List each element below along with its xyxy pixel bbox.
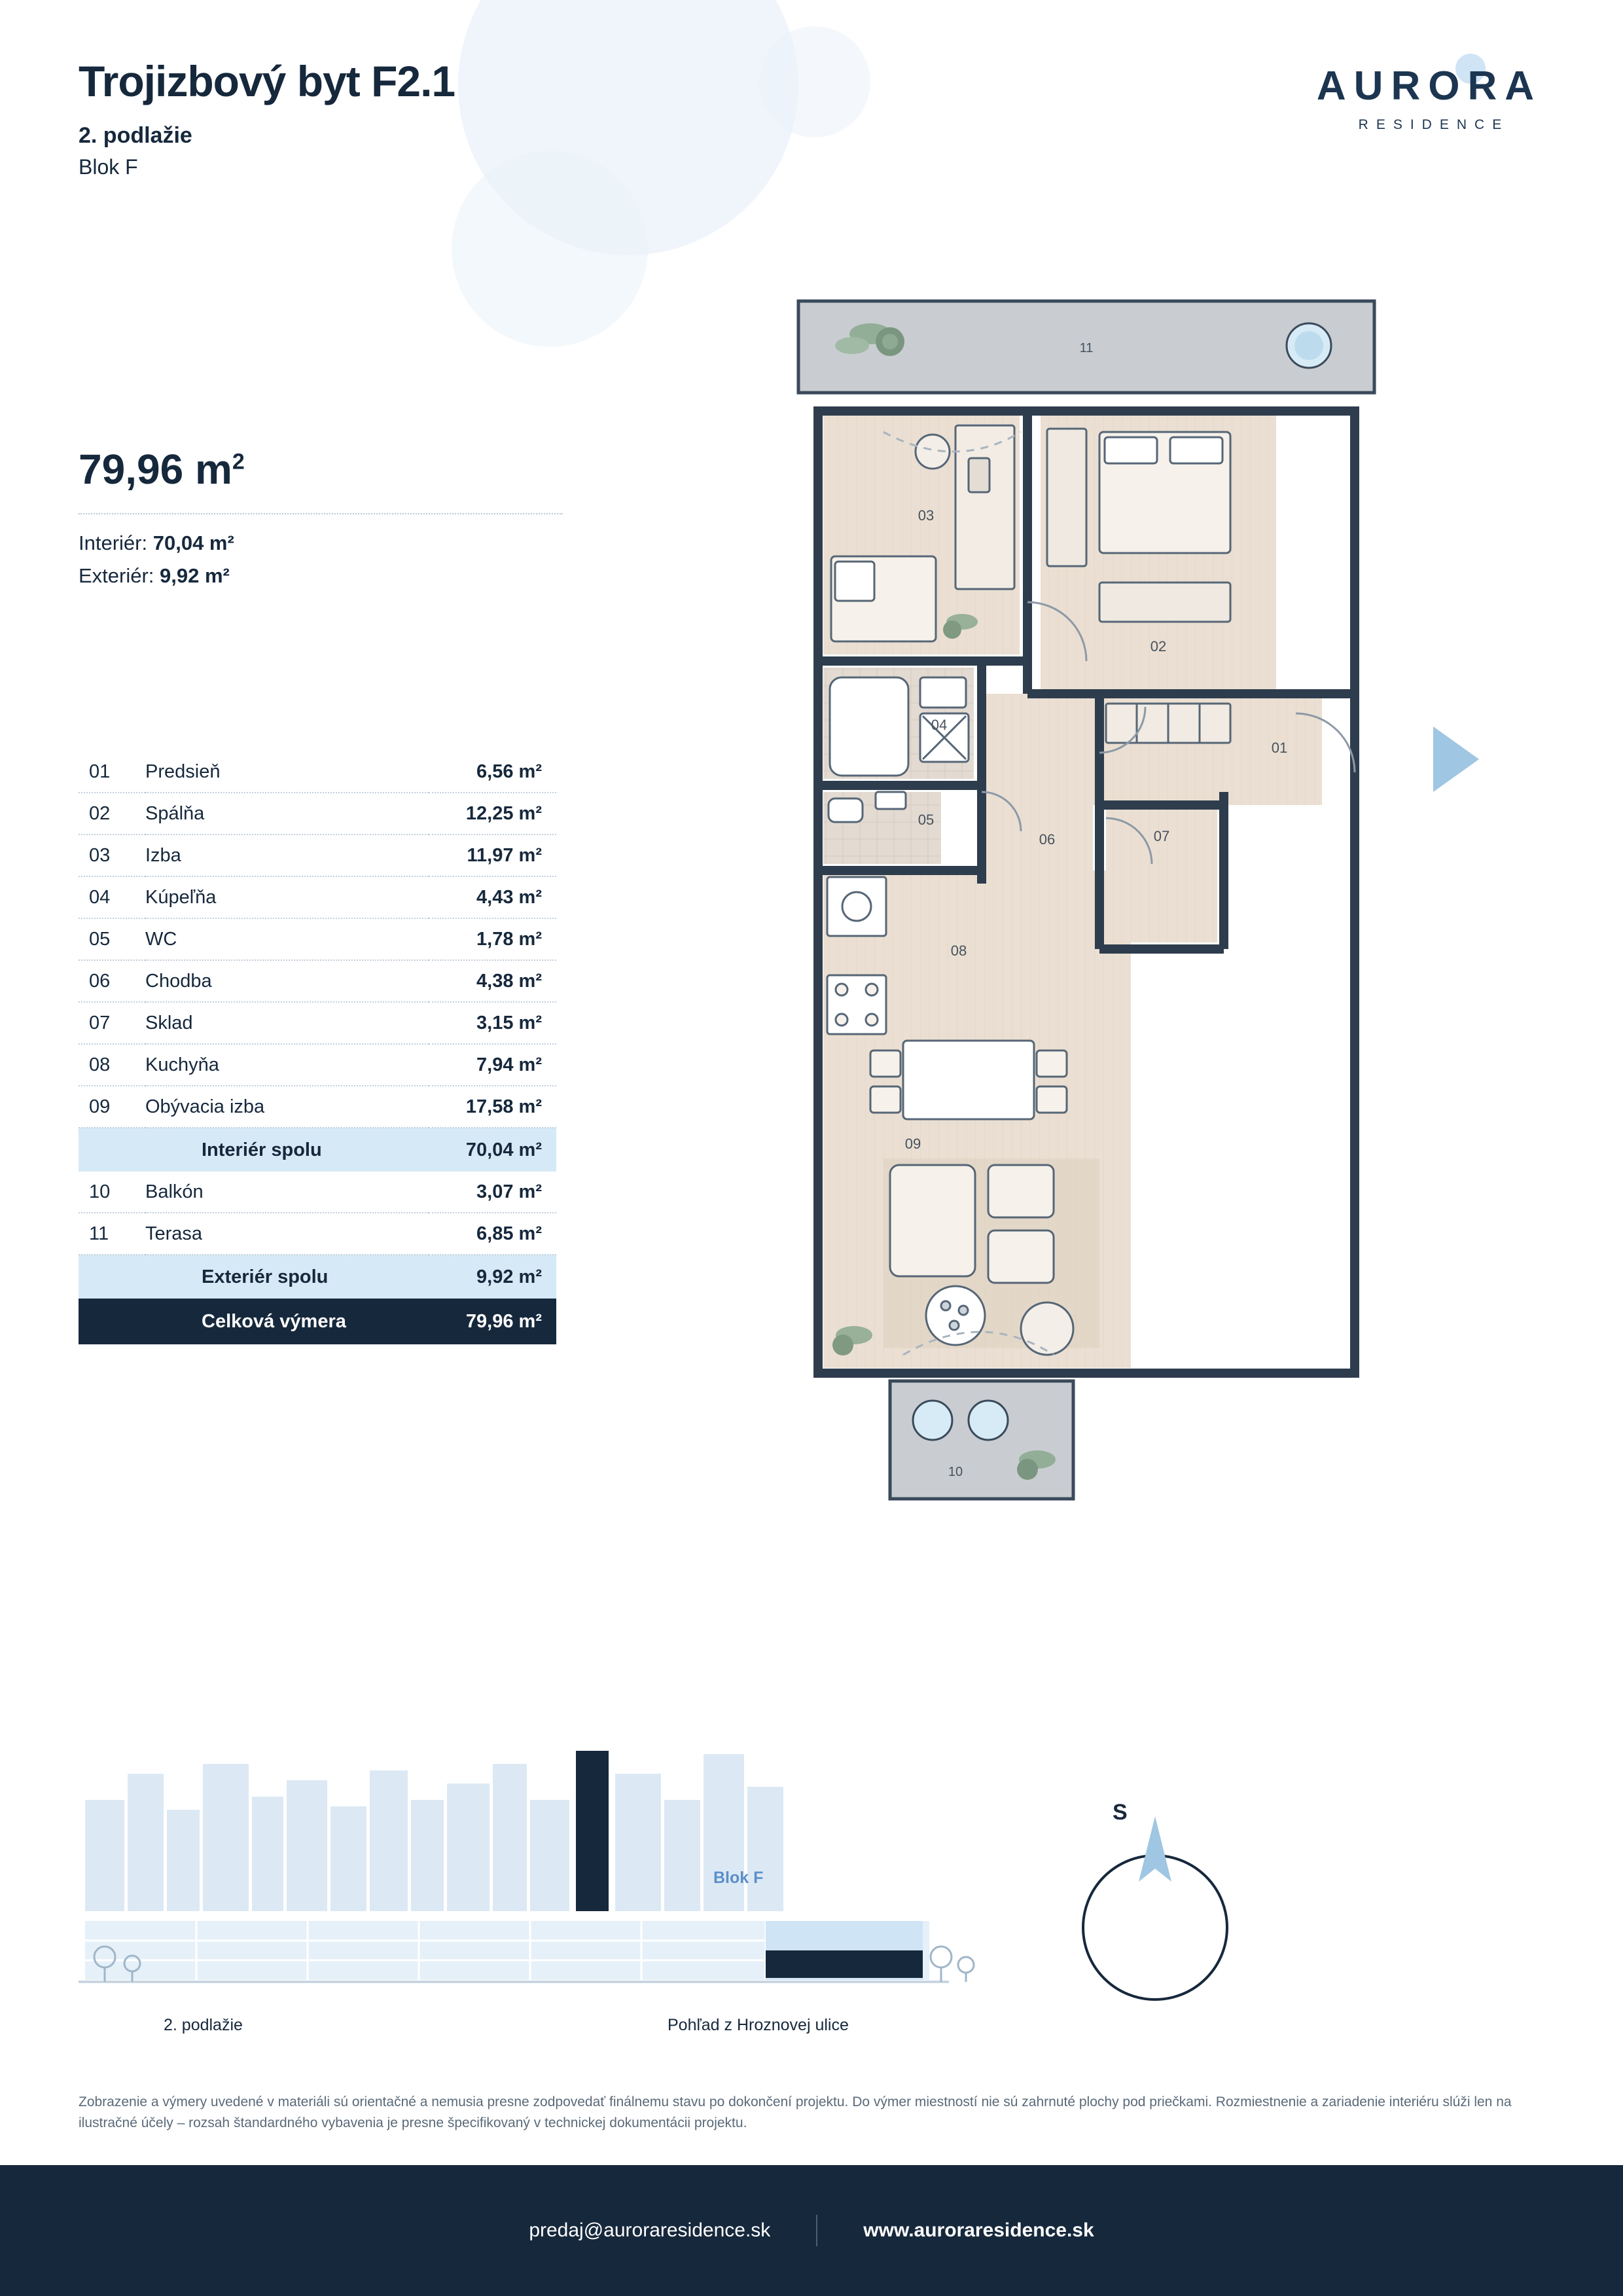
grand-total-value: 79,96 m² [465,1310,542,1332]
room-area: 1,78 m² [476,928,542,950]
grand-total-spacer [79,1299,145,1344]
table-row [79,793,556,834]
elevation-caption-right: Pohľad z Hroznovej ulice [668,2016,849,2034]
plan-label-10: 10 [948,1465,963,1479]
elevation-block-label: Blok F [713,1869,764,1887]
plan-label-03: 03 [918,507,935,524]
logo-subtitle: RESIDENCE [1358,117,1510,132]
room-name: Izba [145,844,181,866]
room-number: 08 [89,1054,111,1075]
footer-divider [816,2215,817,2246]
room-name: Chodba [145,970,212,992]
disclaimer-text: Zobrazenie a výmery uvedené v materiáli sú orientačné a nemusia presne zodpovedať finálnemu stavu po dokončení projektu. Do výmer miestností nie sú zahrnuté plochy pod priečkami. Rozmiestnenie a zariadenie interiéru slúži len na ilustračné účely – rozsah štandardného vybavenia je presne špecifikovaný v technickej dokumentácii projektu. [79,2094,1512,2130]
room-name: Kuchyňa [145,1054,219,1075]
room-number: 09 [89,1096,111,1117]
table-row [79,960,556,1002]
exterior-area-value: 9,92 m² [160,564,230,587]
logo [1317,63,1546,133]
footer-email-link[interactable]: predaj@auroraresidence.sk [529,2219,771,2241]
elevation-highlight-tower [576,1751,609,1911]
exterior-sum-spacer [79,1255,145,1299]
room-area: 4,38 m² [476,970,542,992]
elevation-caption-left: 2. podlažie [164,2016,243,2034]
elevation-blockf-floor-highlight [766,1950,923,1978]
compass [1047,1793,1263,2009]
plan-label-09: 09 [904,1136,921,1152]
grand-total-row [79,1299,556,1344]
room-name: Kúpeľňa [145,886,217,908]
table-row [79,1213,556,1255]
room-name: Predsieň [145,761,221,782]
interior-area-value: 70,04 m² [152,531,234,554]
interior-area-line [79,531,563,555]
room-number: 07 [89,1012,111,1033]
room-area: 4,43 m² [476,886,542,908]
plan-label-02: 02 [1150,638,1167,655]
building-elevation [79,1702,1027,2009]
room-number: 04 [89,886,111,908]
logo-word-text: AURORA [1316,63,1542,109]
table-row [79,834,556,876]
table-row [79,1002,556,1044]
room-table [79,751,556,1344]
room-area: 17,58 m² [465,1096,542,1117]
interior-sum-row [79,1128,556,1172]
compass-needle-icon [1139,1816,1171,1882]
room-number: 02 [89,802,111,824]
exterior-area-label: Exteriér: [79,564,154,587]
table-row [79,751,556,793]
room-name: Spálňa [145,802,205,824]
plan-terrace [798,301,1374,393]
plan-label-05: 05 [918,812,935,828]
room-name: Obývacia izba [145,1096,265,1117]
plan-label-08: 08 [950,942,967,959]
exterior-sum-value: 9,92 m² [476,1266,542,1287]
table-row [79,1044,556,1086]
page-title: Trojizbový byt F2.1 [79,57,455,105]
plan-furniture-01 [1106,704,1230,743]
block-label: Blok F [79,155,138,179]
room-name: Balkón [145,1181,204,1202]
room-number: 01 [89,761,111,782]
interior-sum-spacer [79,1128,145,1172]
room-number: 06 [89,970,111,992]
area-summary [79,445,563,597]
plan-furniture-04 [830,677,969,776]
elevation-skyline [85,1754,783,1911]
footer [0,2165,1623,2296]
table-row [79,1172,556,1213]
room-area: 6,56 m² [476,761,542,782]
grand-total-label: Celková výmera [202,1310,346,1332]
plan-balcony [890,1381,1073,1499]
room-name: Terasa [145,1223,203,1244]
room-area: 6,85 m² [476,1223,542,1244]
exterior-area-line [79,564,563,588]
room-area: 12,25 m² [465,802,542,824]
plan-label-06: 06 [1039,831,1056,848]
plan-room-06-fill [982,694,1093,884]
total-area-unit-sup: 2 [232,449,245,475]
compass-circle [1083,1856,1227,2000]
plan-label-07: 07 [1153,828,1170,844]
room-area: 11,97 m² [467,844,542,866]
compass-north-label: S [1113,1800,1128,1825]
room-area: 7,94 m² [476,1054,542,1075]
interior-sum-label: Interiér spolu [202,1139,322,1160]
room-number: 05 [89,928,111,950]
header [79,56,455,179]
plan-label-01: 01 [1271,740,1288,756]
total-area-value: 79,96 m [79,446,232,493]
room-name: WC [145,928,177,950]
room-name: Sklad [145,1012,193,1033]
plan-label-04: 04 [931,717,948,733]
room-number: 10 [89,1181,111,1202]
room-area: 3,15 m² [476,1012,542,1033]
table-row [79,918,556,960]
room-area: 3,07 m² [476,1181,542,1202]
total-area [79,445,563,493]
room-number: 03 [89,844,111,866]
logo-wordmark [1317,63,1546,109]
exterior-sum-row [79,1255,556,1299]
floor-label: 2. podlažie [79,123,192,148]
interior-sum-value: 70,04 m² [465,1139,542,1160]
exterior-sum-label: Exteriér spolu [202,1266,329,1287]
area-divider [79,513,563,514]
interior-area-label: Interiér: [79,531,148,554]
table-row [79,1086,556,1128]
footer-website-link[interactable]: www.auroraresidence.sk [863,2219,1094,2241]
floor-plan [792,295,1512,1689]
room-number: 11 [89,1223,109,1244]
plan-entrance-arrow [1433,726,1479,792]
table-row [79,876,556,918]
plan-label-11: 11 [1079,341,1094,355]
